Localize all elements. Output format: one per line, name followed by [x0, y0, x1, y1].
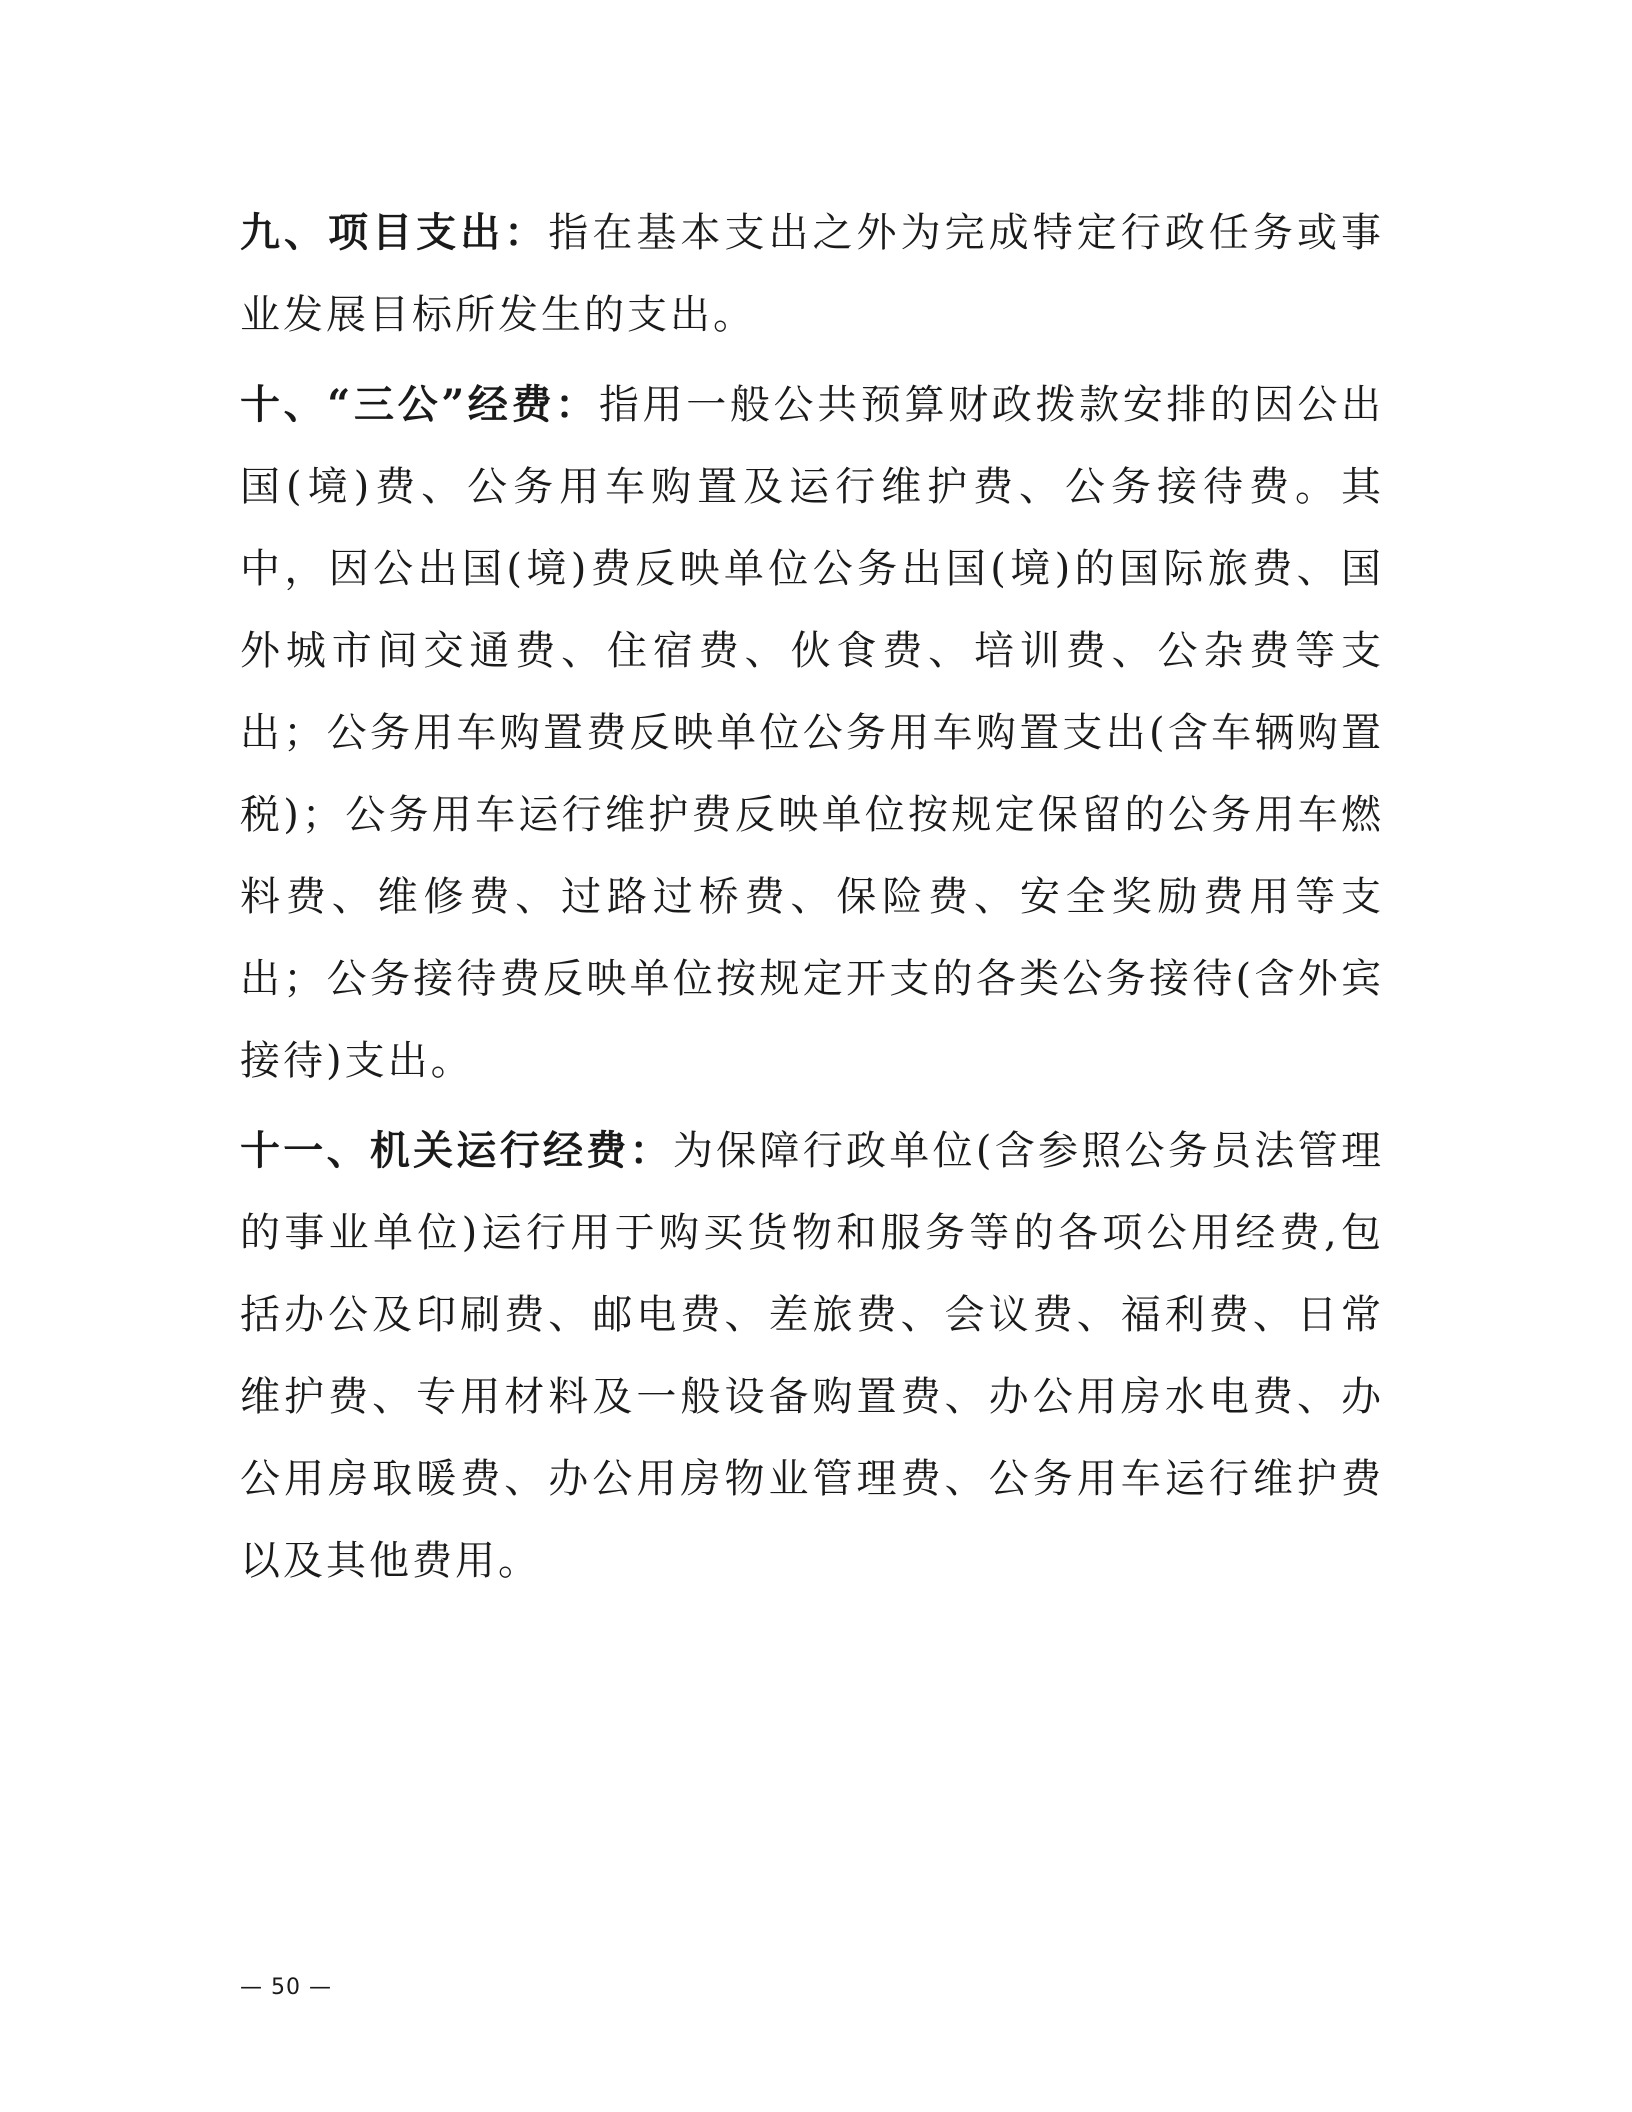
term-heading: 十、“三公”经费： — [240, 381, 599, 428]
paragraph-text: 指用一般公共预算财政拨款安排的因公出国(境)费、公务用车购置及运行维护费、公务接待费。其中，因公出国(境)费反映单位公务出国(境)的国际旅费、国外城市间交通费、住宿费、伙食费、培训费、公杂费等支出；公务用车购置费反映单位公务用车购置支出(含车辆购置税)；公务用车运行维护费反映单位按规定保留的公务用车燃料费、维修费、过路过桥费、保险费、安全奖励费用等支出；公务接待费反映单位按规定开支的各类公务接待(含外宾接待)支出。 — [240, 382, 1385, 1084]
paragraph-project-expenditure — [240, 192, 1384, 356]
document-body — [240, 192, 1384, 1602]
paragraph-three-public-expenses — [240, 364, 1384, 1102]
term-heading: 十一、机关运行经费： — [240, 1127, 673, 1174]
paragraph-text: 为保障行政单位(含参照公务员法管理的事业单位)运行用于购买货物和服务等的各项公用经费,包括办公及印刷费、邮电费、差旅费、会议费、福利费、日常维护费、专用材料及一般设备购置费、办公用房水电费、办公用房取暖费、办公用房物业管理费、公务用车运行维护费以及其他费用。 — [240, 1128, 1384, 1584]
term-heading: 九、项目支出： — [240, 209, 549, 256]
page-number: — 50 — — [240, 1975, 332, 2000]
paragraph-agency-operating-expenses — [240, 1110, 1384, 1602]
paragraph-text: 指在基本支出之外为完成特定行政任务或事业发展目标所发生的支出。 — [240, 210, 1385, 338]
